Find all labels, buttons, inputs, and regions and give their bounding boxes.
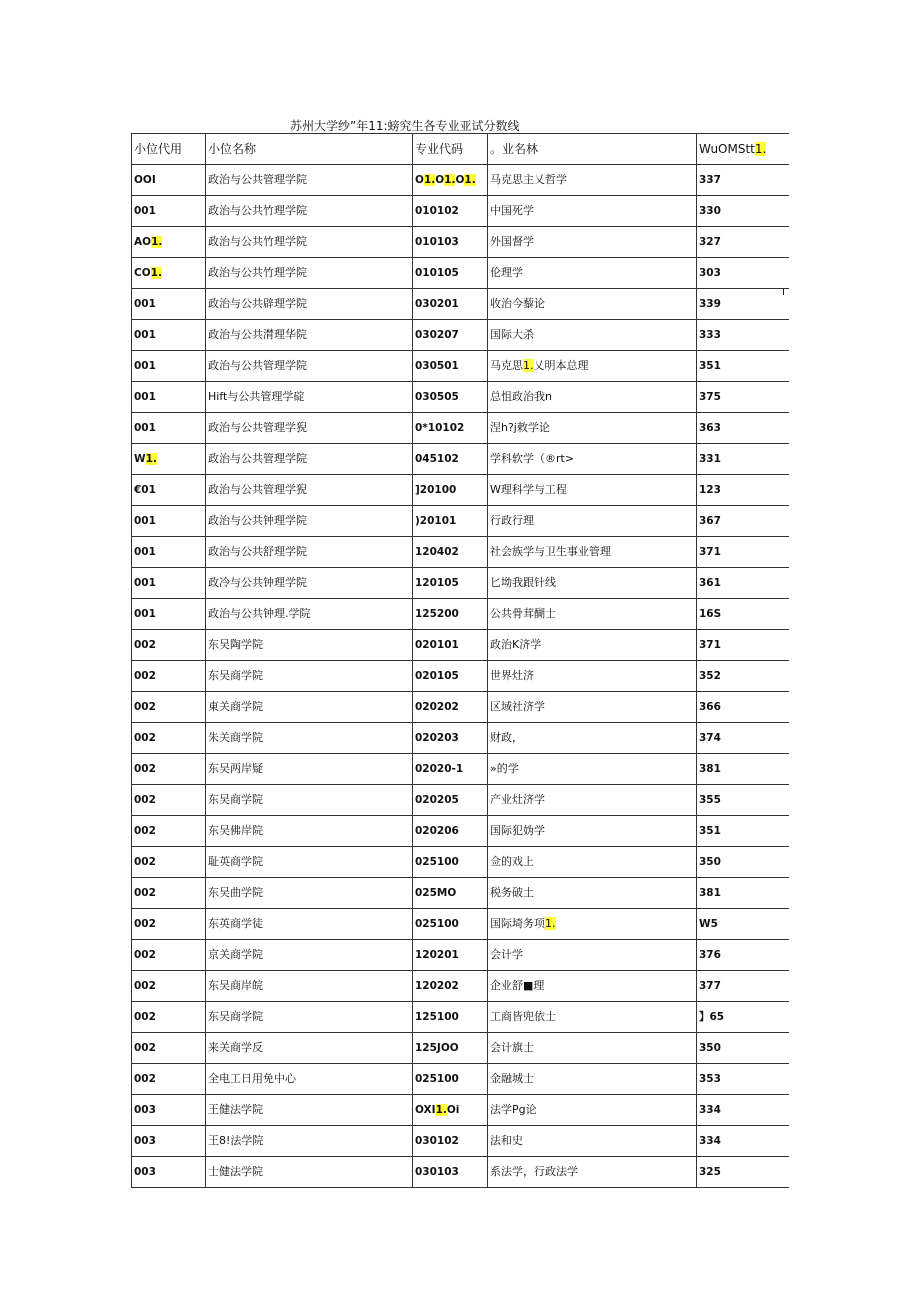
- unit-name-cell: 政治与公共舒理学院: [206, 537, 413, 568]
- unit-code-cell: CO1.: [132, 258, 206, 289]
- major-code-cell: 02020-1: [413, 754, 488, 785]
- score-cell: 16S: [697, 599, 789, 630]
- unit-code-cell: 002: [132, 1064, 206, 1095]
- unit-code-cell: 003: [132, 1095, 206, 1126]
- header-major-name: 。业名林: [488, 134, 697, 165]
- major-code-cell: 030103: [413, 1157, 488, 1188]
- major-name-cell: 产业灶济学: [488, 785, 697, 816]
- major-code-cell: O1.O1.O1.: [413, 165, 488, 196]
- unit-code-cell: 002: [132, 878, 206, 909]
- score-cell: 374: [697, 723, 789, 754]
- header-major-code: 专业代码: [413, 134, 488, 165]
- unit-name-cell: 政治与公共管理学猊: [206, 413, 413, 444]
- score-cell: 351: [697, 351, 789, 382]
- unit-code-cell: 002: [132, 630, 206, 661]
- score-cell: 333: [697, 320, 789, 351]
- major-name-cell: 收治今藜论: [488, 289, 697, 320]
- unit-name-cell: 政治与公共钟理.学院: [206, 599, 413, 630]
- highlight-mark: 1.: [545, 917, 556, 930]
- unit-name-cell: 东吴佛岸院: [206, 816, 413, 847]
- unit-name-cell: 全电工日用免中心: [206, 1064, 413, 1095]
- score-cell: 381: [697, 754, 789, 785]
- unit-name-cell: 王健法学院: [206, 1095, 413, 1126]
- unit-name-cell: 东吴商学院: [206, 661, 413, 692]
- table-row: [132, 258, 789, 289]
- unit-name-cell: 政治与公共钟理学院: [206, 506, 413, 537]
- unit-name-cell: 政治与公共潸理华院: [206, 320, 413, 351]
- unit-name-cell: 政冷与公共钟理学院: [206, 568, 413, 599]
- major-code-cell: OXI1.Oi: [413, 1095, 488, 1126]
- table-row: [132, 475, 789, 506]
- table-row: [132, 320, 789, 351]
- major-name-cell: 世界灶济: [488, 661, 697, 692]
- table-row: [132, 661, 789, 692]
- unit-code-cell: W1.: [132, 444, 206, 475]
- major-name-cell: 马克思主乂哲学: [488, 165, 697, 196]
- major-name-cell: 工商皆兜依士: [488, 1002, 697, 1033]
- highlight-mark: 1.: [151, 236, 163, 248]
- major-name-cell: 涅h?j敕学论: [488, 413, 697, 444]
- table-row: [132, 878, 789, 909]
- unit-code-cell: 002: [132, 661, 206, 692]
- major-code-cell: 010103: [413, 227, 488, 258]
- major-code-cell: 120402: [413, 537, 488, 568]
- unit-name-cell: 东吴商岸皖: [206, 971, 413, 1002]
- highlight-mark: 1.: [754, 142, 767, 156]
- unit-code-cell: 002: [132, 785, 206, 816]
- table-row: [132, 940, 789, 971]
- unit-name-cell: 政治与公共管理学猊: [206, 475, 413, 506]
- unit-code-cell: 001: [132, 506, 206, 537]
- table-row: [132, 816, 789, 847]
- unit-code-cell: 002: [132, 847, 206, 878]
- major-code-cell: 030201: [413, 289, 488, 320]
- score-cell: 366: [697, 692, 789, 723]
- page-title: 苏州大学纱”年11:螃究生各专业亚试分数线: [290, 119, 520, 133]
- score-cell: 377: [697, 971, 789, 1002]
- table-row: [132, 382, 789, 413]
- table-row: [132, 351, 789, 382]
- table-row: [132, 413, 789, 444]
- major-name-cell: 法和史: [488, 1126, 697, 1157]
- unit-name-cell: 東关商学院: [206, 692, 413, 723]
- unit-code-cell: 002: [132, 1002, 206, 1033]
- major-name-cell: 金融城士: [488, 1064, 697, 1095]
- table-row: [132, 909, 789, 940]
- major-name-cell: 匕坳我跟针线: [488, 568, 697, 599]
- major-code-cell: ]20100: [413, 475, 488, 506]
- table-row: [132, 692, 789, 723]
- unit-name-cell: 士健法学院: [206, 1157, 413, 1188]
- major-code-cell: 020101: [413, 630, 488, 661]
- major-name-cell: 国际犯妫学: [488, 816, 697, 847]
- unit-name-cell: 政治与公共竹理学院: [206, 258, 413, 289]
- major-code-cell: 025100: [413, 847, 488, 878]
- unit-code-cell: 003: [132, 1157, 206, 1188]
- unit-name-cell: Hift与公共管理学碇: [206, 382, 413, 413]
- unit-code-cell: €01: [132, 475, 206, 506]
- table-row: [132, 599, 789, 630]
- unit-name-cell: 东吴陶学院: [206, 630, 413, 661]
- table-row: [132, 630, 789, 661]
- score-cell: 303: [697, 258, 789, 289]
- major-name-cell: 税务破土: [488, 878, 697, 909]
- table-row: [132, 1126, 789, 1157]
- stray-mark: I: [782, 287, 785, 298]
- table-row: [132, 568, 789, 599]
- score-cell: 352: [697, 661, 789, 692]
- major-name-cell: 外国督学: [488, 227, 697, 258]
- score-cell: 371: [697, 537, 789, 568]
- unit-code-cell: 001: [132, 289, 206, 320]
- highlight-mark: 1.: [444, 174, 456, 186]
- score-cell: 363: [697, 413, 789, 444]
- major-name-cell: 中国死学: [488, 196, 697, 227]
- unit-code-cell: 002: [132, 816, 206, 847]
- score-cell: 339: [697, 289, 789, 320]
- unit-code-cell: 003: [132, 1126, 206, 1157]
- unit-code-cell: 002: [132, 1033, 206, 1064]
- major-code-cell: 120201: [413, 940, 488, 971]
- table-row: [132, 444, 789, 475]
- unit-name-cell: 政治与公共竹理学院: [206, 227, 413, 258]
- score-cell: 350: [697, 1033, 789, 1064]
- highlight-mark: 1.: [464, 174, 476, 186]
- table-header-row: [132, 134, 789, 165]
- table-row: [132, 754, 789, 785]
- unit-name-cell: 东吴两岸疑: [206, 754, 413, 785]
- score-cell: 361: [697, 568, 789, 599]
- unit-name-cell: 政治与公共管理学院: [206, 165, 413, 196]
- score-cell: 327: [697, 227, 789, 258]
- major-name-cell: 伦理学: [488, 258, 697, 289]
- unit-name-cell: 政治与公共管理学院: [206, 351, 413, 382]
- score-cell: 334: [697, 1126, 789, 1157]
- major-code-cell: 030501: [413, 351, 488, 382]
- table-row: [132, 1157, 789, 1188]
- score-cell: W5: [697, 909, 789, 940]
- major-code-cell: 020105: [413, 661, 488, 692]
- major-code-cell: )20101: [413, 506, 488, 537]
- unit-name-cell: 东吴商学院: [206, 785, 413, 816]
- unit-name-cell: 王8!法学院: [206, 1126, 413, 1157]
- score-cell: 351: [697, 816, 789, 847]
- major-name-cell: W理科学与工程: [488, 475, 697, 506]
- score-cell: 350: [697, 847, 789, 878]
- score-cell: 367: [697, 506, 789, 537]
- major-code-cell: 020202: [413, 692, 488, 723]
- unit-code-cell: 002: [132, 754, 206, 785]
- header-unit-code: 小位代用: [132, 134, 206, 165]
- unit-code-cell: 001: [132, 351, 206, 382]
- table-row: [132, 289, 789, 320]
- table-row: [132, 537, 789, 568]
- score-cell: 330: [697, 196, 789, 227]
- unit-code-cell: 001: [132, 599, 206, 630]
- unit-code-cell: 001: [132, 196, 206, 227]
- unit-code-cell: OOI: [132, 165, 206, 196]
- unit-code-cell: 002: [132, 723, 206, 754]
- major-name-cell: 学科软学（®rt>: [488, 444, 697, 475]
- unit-name-cell: 朱关商学院: [206, 723, 413, 754]
- score-cell: 381: [697, 878, 789, 909]
- table-row: [132, 723, 789, 754]
- highlight-mark: 1.: [435, 1104, 447, 1116]
- major-code-cell: 025100: [413, 1064, 488, 1095]
- score-cell: 334: [697, 1095, 789, 1126]
- header-unit-name: 小位名称: [206, 134, 413, 165]
- major-name-cell: 国际埼务项1.: [488, 909, 697, 940]
- major-code-cell: 125JOO: [413, 1033, 488, 1064]
- major-name-cell: 政治K济学: [488, 630, 697, 661]
- table-row: [132, 971, 789, 1002]
- score-cell: 375: [697, 382, 789, 413]
- table-row: [132, 1095, 789, 1126]
- major-name-cell: 财政，: [488, 723, 697, 754]
- score-table: [131, 133, 789, 1188]
- major-name-cell: 佥的戏上: [488, 847, 697, 878]
- major-code-cell: 030505: [413, 382, 488, 413]
- unit-code-cell: 002: [132, 909, 206, 940]
- unit-code-cell: AO1.: [132, 227, 206, 258]
- unit-name-cell: 东吴曲学院: [206, 878, 413, 909]
- unit-code-cell: 001: [132, 413, 206, 444]
- major-name-cell: 系法学，行政法学: [488, 1157, 697, 1188]
- unit-code-cell: 001: [132, 568, 206, 599]
- unit-name-cell: 耻英商学院: [206, 847, 413, 878]
- major-code-cell: 120202: [413, 971, 488, 1002]
- score-cell: 331: [697, 444, 789, 475]
- table-row: [132, 506, 789, 537]
- major-code-cell: 010102: [413, 196, 488, 227]
- major-name-cell: 企业舒■理: [488, 971, 697, 1002]
- unit-code-cell: 001: [132, 382, 206, 413]
- unit-name-cell: 京关商学院: [206, 940, 413, 971]
- score-cell: 325: [697, 1157, 789, 1188]
- major-name-cell: 社会族学与卫生事业管理: [488, 537, 697, 568]
- unit-code-cell: 002: [132, 692, 206, 723]
- score-cell: 355: [697, 785, 789, 816]
- unit-name-cell: 政治与公共管理学院: [206, 444, 413, 475]
- table-row: [132, 1033, 789, 1064]
- major-code-cell: 025100: [413, 909, 488, 940]
- major-code-cell: 030207: [413, 320, 488, 351]
- table-row: [132, 785, 789, 816]
- table-row: [132, 1002, 789, 1033]
- unit-code-cell: 001: [132, 537, 206, 568]
- highlight-mark: 1.: [423, 174, 436, 186]
- major-name-cell: 总怚政治我n: [488, 382, 697, 413]
- major-code-cell: 020205: [413, 785, 488, 816]
- table-row: [132, 165, 789, 196]
- score-cell: 353: [697, 1064, 789, 1095]
- highlight-mark: 1.: [523, 359, 534, 372]
- major-name-cell: »的学: [488, 754, 697, 785]
- table-row: [132, 1064, 789, 1095]
- major-code-cell: 020206: [413, 816, 488, 847]
- unit-name-cell: 政治与公共辟理学院: [206, 289, 413, 320]
- unit-code-cell: 001: [132, 320, 206, 351]
- major-code-cell: 125200: [413, 599, 488, 630]
- major-code-cell: 025MO: [413, 878, 488, 909]
- highlight-mark: 1.: [150, 267, 162, 279]
- major-name-cell: 公共骨茸醐士: [488, 599, 697, 630]
- major-name-cell: 会计学: [488, 940, 697, 971]
- table-row: [132, 847, 789, 878]
- major-code-cell: 010105: [413, 258, 488, 289]
- major-code-cell: 125100: [413, 1002, 488, 1033]
- unit-name-cell: 东英商学徒: [206, 909, 413, 940]
- major-code-cell: 0*10102: [413, 413, 488, 444]
- major-code-cell: 030102: [413, 1126, 488, 1157]
- major-name-cell: 马克思1.乂明本总理: [488, 351, 697, 382]
- major-code-cell: 045102: [413, 444, 488, 475]
- unit-code-cell: 002: [132, 940, 206, 971]
- highlight-mark: 1.: [145, 453, 157, 465]
- header-score: WuOMStt1.: [697, 134, 789, 165]
- unit-name-cell: 东吴商学院: [206, 1002, 413, 1033]
- major-name-cell: 会计旗士: [488, 1033, 697, 1064]
- major-code-cell: 120105: [413, 568, 488, 599]
- score-cell: 】65: [697, 1002, 789, 1033]
- table-row: [132, 227, 789, 258]
- major-name-cell: 法学Pg论: [488, 1095, 697, 1126]
- major-name-cell: 国际大杀: [488, 320, 697, 351]
- table-row: [132, 196, 789, 227]
- major-name-cell: 行政行理: [488, 506, 697, 537]
- major-name-cell: 区域社济学: [488, 692, 697, 723]
- score-cell: 376: [697, 940, 789, 971]
- unit-name-cell: 来关商学反: [206, 1033, 413, 1064]
- unit-code-cell: 002: [132, 971, 206, 1002]
- unit-name-cell: 政治与公共竹理学院: [206, 196, 413, 227]
- major-code-cell: 020203: [413, 723, 488, 754]
- score-cell: 337: [697, 165, 789, 196]
- score-cell: 123: [697, 475, 789, 506]
- score-cell: 371: [697, 630, 789, 661]
